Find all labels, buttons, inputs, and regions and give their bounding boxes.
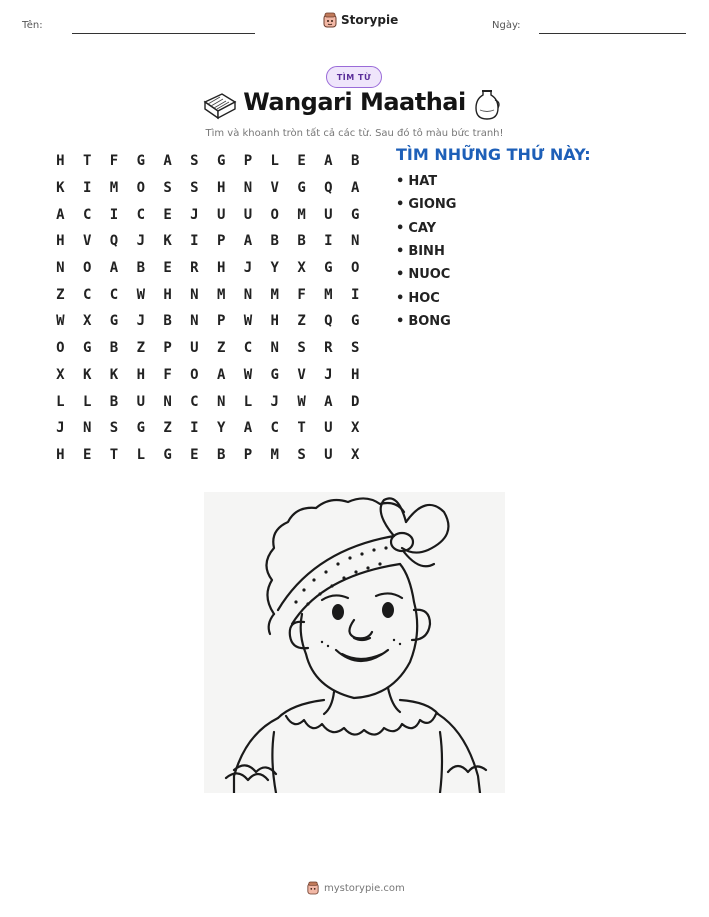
coloring-picture [204, 492, 505, 793]
grid-row [47, 281, 369, 308]
grid-letter[interactable]: A [56, 206, 65, 223]
grid-row [47, 201, 369, 228]
grid-letter[interactable]: G [324, 260, 333, 277]
grid-letter[interactable]: Z [216, 340, 226, 357]
name-line [72, 33, 255, 34]
grid-letter[interactable]: U [216, 206, 226, 223]
grid-letter[interactable]: H [350, 366, 360, 383]
grid-letter[interactable]: U [324, 206, 333, 223]
grid-letter[interactable]: N [82, 420, 92, 437]
grid-letter[interactable]: B [216, 446, 226, 463]
grid-letter[interactable]: A [216, 366, 226, 383]
word-label: NUOC [408, 267, 451, 283]
grid-letter[interactable]: M [324, 286, 333, 303]
grid-letter[interactable]: J [243, 260, 253, 277]
grid-letter[interactable]: K [163, 233, 172, 250]
grid-letter[interactable]: J [136, 233, 145, 250]
grid-letter[interactable]: H [136, 366, 145, 383]
grid-letter[interactable]: F [109, 153, 119, 170]
brand-logo [323, 12, 398, 28]
word-label: BINH [408, 244, 445, 260]
word-search-grid[interactable] [47, 148, 369, 468]
grid-letter[interactable]: T [109, 446, 119, 463]
grid-letter[interactable]: N [163, 393, 172, 410]
grid-letter[interactable]: O [190, 366, 199, 383]
grid-letter[interactable]: X [350, 420, 360, 437]
grid-letter[interactable]: A [350, 180, 360, 197]
grid-letter[interactable]: G [297, 180, 306, 197]
grid-letter[interactable]: V [82, 233, 92, 250]
grid-letter[interactable]: L [243, 393, 253, 410]
footer-url[interactable]: mystorypie.com [324, 882, 405, 894]
word-label: GIONG [408, 197, 457, 213]
grid-letter[interactable]: T [297, 420, 306, 437]
grid-letter[interactable]: S [190, 180, 199, 197]
grid-letter[interactable]: R [190, 260, 199, 277]
grid-letter[interactable]: P [163, 340, 172, 357]
grid-letter[interactable]: S [297, 446, 306, 463]
word-label: HOC [408, 290, 440, 306]
grid-letter[interactable]: H [270, 313, 279, 330]
grid-letter[interactable]: H [56, 233, 65, 250]
grid-letter[interactable]: B [297, 233, 306, 250]
bullet: • [396, 244, 405, 260]
grid-letter[interactable]: Z [297, 313, 306, 330]
grid-letter[interactable]: B [163, 313, 172, 330]
storypie-mascot-icon [323, 12, 337, 28]
grid-letter[interactable]: H [216, 260, 226, 277]
grid-letter[interactable]: X [297, 260, 306, 277]
grid-letter[interactable]: I [190, 233, 199, 250]
grid-letter[interactable]: C [136, 206, 145, 223]
grid-letter[interactable]: G [216, 153, 226, 170]
grid-letter[interactable]: C [243, 340, 253, 357]
grid-letter[interactable]: A [324, 393, 333, 410]
word-list-item [396, 310, 456, 333]
grid-letter[interactable]: I [350, 286, 360, 303]
grid-letter[interactable]: U [324, 420, 333, 437]
grid-letter[interactable]: Y [270, 260, 279, 277]
grid-row [47, 442, 369, 469]
bullet: • [396, 220, 405, 236]
grid-letter[interactable]: G [109, 313, 119, 330]
date-line [539, 33, 686, 34]
grid-letter[interactable]: N [350, 233, 360, 250]
grid-letter[interactable]: B [136, 260, 145, 277]
word-label: HAT [408, 174, 438, 190]
grid-letter[interactable]: E [82, 446, 92, 463]
grid-row [47, 308, 369, 335]
grid-letter[interactable]: N [216, 393, 226, 410]
word-label: BONG [408, 313, 451, 329]
brand-name: Storypie [341, 13, 399, 27]
water-jug-icon [472, 88, 502, 122]
grid-letter[interactable]: I [82, 180, 92, 197]
grid-letter[interactable]: N [243, 286, 253, 303]
grid-letter[interactable]: E [163, 260, 172, 277]
word-label: CAY [408, 220, 437, 236]
grid-row [47, 228, 369, 255]
name-label: Tên: [22, 20, 43, 31]
grid-letter[interactable]: W [243, 366, 253, 383]
grid-letter[interactable]: M [270, 446, 279, 463]
grid-letter[interactable]: I [109, 206, 119, 223]
grid-letter[interactable]: O [350, 260, 360, 277]
grid-row [47, 255, 369, 282]
grid-letter[interactable]: D [350, 393, 360, 410]
bullet: • [396, 313, 405, 329]
grid-letter[interactable]: L [82, 393, 92, 410]
wangari-portrait-illustration [204, 492, 505, 793]
grid-letter[interactable]: N [190, 286, 199, 303]
grid-letter[interactable]: B [270, 233, 279, 250]
grid-letter[interactable]: W [56, 313, 65, 330]
grid-letter[interactable]: G [163, 446, 172, 463]
grid-letter[interactable]: L [56, 393, 65, 410]
word-list-item [396, 217, 456, 240]
grid-letter[interactable]: J [324, 366, 333, 383]
grid-letter[interactable]: E [163, 206, 172, 223]
grid-letter[interactable]: G [350, 206, 360, 223]
grid-letter[interactable]: O [136, 180, 145, 197]
grid-letter[interactable]: N [270, 340, 279, 357]
grid-letter[interactable]: Y [216, 420, 226, 437]
grid-letter[interactable]: S [350, 340, 360, 357]
grid-letter[interactable]: O [270, 206, 279, 223]
grid-letter[interactable]: P [216, 313, 226, 330]
grid-letter[interactable]: U [243, 206, 253, 223]
grid-row [47, 335, 369, 362]
grid-letter[interactable]: P [243, 153, 253, 170]
page-title: Wangari Maathai [243, 88, 466, 116]
grid-letter[interactable]: L [270, 153, 279, 170]
grid-letter[interactable]: W [136, 286, 145, 303]
grid-letter[interactable]: F [297, 286, 306, 303]
footer [307, 881, 405, 895]
grid-letter[interactable]: X [82, 313, 92, 330]
grid-letter[interactable]: N [56, 260, 65, 277]
grid-letter[interactable]: G [270, 366, 279, 383]
grid-letter[interactable]: C [82, 286, 92, 303]
grid-letter[interactable]: P [216, 233, 226, 250]
grid-letter[interactable]: A [243, 233, 253, 250]
grid-letter[interactable]: S [163, 180, 172, 197]
grid-letter[interactable]: C [270, 420, 279, 437]
grid-letter[interactable]: O [82, 260, 92, 277]
grid-row [47, 388, 369, 415]
grid-letter[interactable]: G [136, 153, 145, 170]
grid-letter[interactable]: N [243, 180, 253, 197]
grid-letter[interactable]: M [216, 286, 226, 303]
grid-row [47, 175, 369, 202]
grid-row [47, 415, 369, 442]
grid-letter[interactable]: A [109, 260, 119, 277]
grid-row [47, 362, 369, 389]
grid-letter[interactable]: S [297, 340, 306, 357]
grid-letter[interactable]: R [324, 340, 333, 357]
grid-letter[interactable]: C [82, 206, 92, 223]
bullet: • [396, 267, 405, 283]
grid-letter[interactable]: M [109, 180, 119, 197]
grid-letter[interactable]: A [243, 420, 253, 437]
grid-letter[interactable]: J [56, 420, 65, 437]
word-list-item [396, 193, 456, 216]
grid-letter[interactable]: B [109, 340, 119, 357]
grid-letter[interactable]: G [350, 313, 360, 330]
grid-letter[interactable]: K [82, 366, 92, 383]
word-list-item [396, 263, 456, 286]
grid-letter[interactable]: E [297, 153, 306, 170]
grid-letter[interactable]: Q [324, 180, 333, 197]
grid-letter[interactable]: Z [56, 286, 65, 303]
grid-letter[interactable]: C [190, 393, 199, 410]
grid-letter[interactable]: V [297, 366, 306, 383]
grid-letter[interactable]: Q [109, 233, 119, 250]
bullet: • [396, 197, 405, 213]
grid-letter[interactable]: V [270, 180, 279, 197]
word-list-item [396, 170, 456, 193]
grid-letter[interactable]: A [163, 153, 172, 170]
grid-letter[interactable]: W [243, 313, 253, 330]
grid-letter[interactable]: Q [324, 313, 333, 330]
grid-letter[interactable]: G [136, 420, 145, 437]
bullet: • [396, 174, 405, 190]
grid-letter[interactable]: X [56, 366, 65, 383]
grid-letter[interactable]: U [136, 393, 145, 410]
bullet: • [396, 290, 405, 306]
grid-letter[interactable]: Z [163, 420, 172, 437]
activity-badge: TÌM TỪ [326, 66, 382, 88]
grid-letter[interactable]: B [109, 393, 119, 410]
grid-letter[interactable]: N [190, 313, 199, 330]
grid-letter[interactable]: S [190, 153, 199, 170]
grid-letter[interactable]: O [56, 340, 65, 357]
grid-letter[interactable]: H [163, 286, 172, 303]
instructions: Tìm và khoanh tròn tất cả các từ. Sau đó tô màu bức tranh! [205, 128, 504, 139]
grid-letter[interactable]: J [270, 393, 279, 410]
grid-letter[interactable]: E [190, 446, 199, 463]
word-list-item [396, 240, 456, 263]
grid-letter[interactable]: C [109, 286, 119, 303]
grid-letter[interactable]: U [190, 340, 199, 357]
grid-letter[interactable]: K [56, 180, 65, 197]
grid-letter[interactable]: I [324, 233, 333, 250]
word-list-title: TÌM NHỮNG THỨ NÀY: [396, 145, 591, 164]
grid-letter[interactable]: H [56, 153, 65, 170]
grid-letter[interactable]: L [136, 446, 145, 463]
date-label: Ngày: [492, 20, 521, 31]
grid-letter[interactable]: B [350, 153, 360, 170]
grid-letter[interactable]: A [324, 153, 333, 170]
word-list [396, 170, 456, 333]
storypie-mascot-icon [307, 881, 319, 895]
grid-letter[interactable]: M [297, 206, 306, 223]
grid-letter[interactable]: J [136, 313, 145, 330]
grid-letter[interactable]: X [350, 446, 360, 463]
grid-letter[interactable]: U [324, 446, 333, 463]
grid-letter[interactable]: Z [136, 340, 145, 357]
word-list-item [396, 286, 456, 309]
grid-letter[interactable]: P [243, 446, 253, 463]
grid-letter[interactable]: I [190, 420, 199, 437]
grid-row [47, 148, 369, 175]
grid-letter[interactable]: T [82, 153, 92, 170]
grid-letter[interactable]: W [297, 393, 306, 410]
grid-letter[interactable]: F [163, 366, 172, 383]
grid-letter[interactable]: H [216, 180, 226, 197]
grid-letter[interactable]: H [56, 446, 65, 463]
grid-letter[interactable]: M [270, 286, 279, 303]
grid-letter[interactable]: J [190, 206, 199, 223]
grid-letter[interactable]: S [109, 420, 119, 437]
grid-letter[interactable]: G [82, 340, 92, 357]
grid-letter[interactable]: K [109, 366, 119, 383]
